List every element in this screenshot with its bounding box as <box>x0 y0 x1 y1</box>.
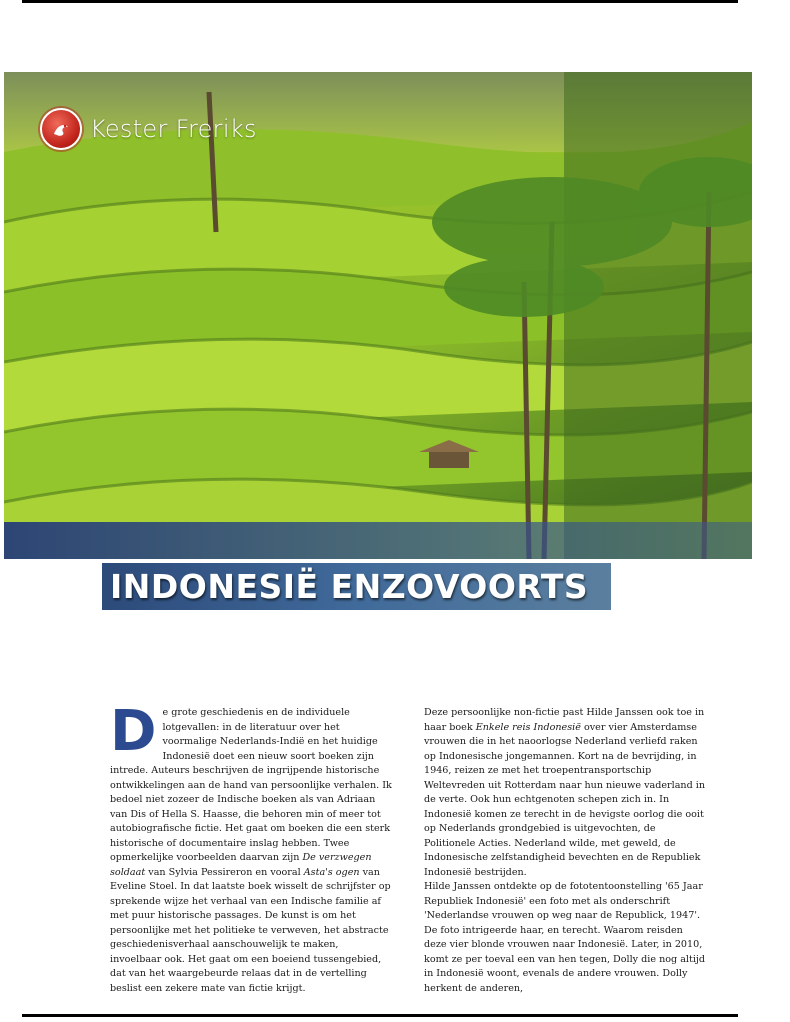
right-text-2: over vier Amsterdamse vrouwen die in het naoorlogse Nederland verliefd raken op Indonesische jongemannen. Kort na de bevrijding, in 1946, reizen ze met het troepentransportschip Weltevreden uit Rotterdam naar hun nieuwe vaderland in de verte. Ook hun echtgenoten schepen zich in. In Indonesië komen ze terecht in de hevigste oorlog die ooit op Nederlands grondgebied is uitgevochten, de Politionele Acties. Nederland wilde, met geweld, de Indonesische zelfstandigheid bevechten en de Republiek Indonesië bestrijden. <box>424 721 706 878</box>
left-text-2: van Sylvia Pessireron en vooral <box>145 866 304 878</box>
bottom-rule <box>22 1014 738 1017</box>
book-title-2: Asta's ogen <box>303 866 360 878</box>
left-text-1: e grote geschiedenis en de individuele lotgevallen: in de literatuur over het voormalige Nederlands-Indië en het huidige Indonesië doet een nieuw soort boeken zijn intrede. Auteurs beschrijven de ingrijpende historische ontwikkelingen aan de hand van persoonlijke verhalen. Ik bedoel niet zozeer de Indische boeken als van Adriaan van Dis of Hella S. Haasse, die behoren min of meer tot autobiografische fictie. Het gaat om boeken die een sterk historische of documentaire inslag hebben. Twee opmerkelijke voorbeelden daarvan zijn <box>110 707 392 863</box>
book-title-1: De verzwegen soldaat <box>110 852 372 878</box>
right-column <box>424 706 707 996</box>
author-byline <box>40 108 257 150</box>
drop-cap: D <box>110 699 157 764</box>
right-paragraph-1 <box>424 706 707 880</box>
book-title-3: Enkele reis Indonesië <box>475 721 581 733</box>
author-name: Kester Freriks <box>90 115 257 143</box>
left-text-3: van Eveline Stoel. In dat laatste boek wisselt de schrijfster op sprekende wijze het verhaal van een Indische familie af met puur historische passages. De kunst is om het persoonlijke met het politieke te verweven, het abstracte geschiedenisverhaal aanschouwelijk te maken, invoelbaar ook. Het gaat om een boeiend tussengebied, dat van het waargebeurde relaas dat in de vertelling beslist een zekere mate van fictie krijgt. <box>110 866 391 994</box>
right-text-1: Deze persoonlijke non-fictie past Hilde Janssen ook toe in haar boek <box>424 707 705 733</box>
left-column <box>110 699 392 996</box>
dragon-logo-icon <box>40 108 82 150</box>
top-rule <box>22 0 738 3</box>
right-paragraph-2: Hilde Janssen ontdekte op de fototentoonstelling '65 Jaar Republiek Indonesië' een foto met als onderschrift 'Nederlandse vrouwen op weg naar de Republick, 1947'. De foto intrigeerde haar, en terecht. Waarom reisden deze vier blonde vrouwen naar Indonesië. Later, in 2010, komt ze per toeval een van hen tegen, Dolly die nog altijd in Indonesië woont, evenals de andere vrouwen. Dolly herkent de anderen, <box>424 881 706 994</box>
left-paragraph <box>110 699 392 996</box>
article-title: INDONESIË ENZOVOORTS <box>110 567 589 606</box>
photo-blue-band <box>4 522 752 559</box>
